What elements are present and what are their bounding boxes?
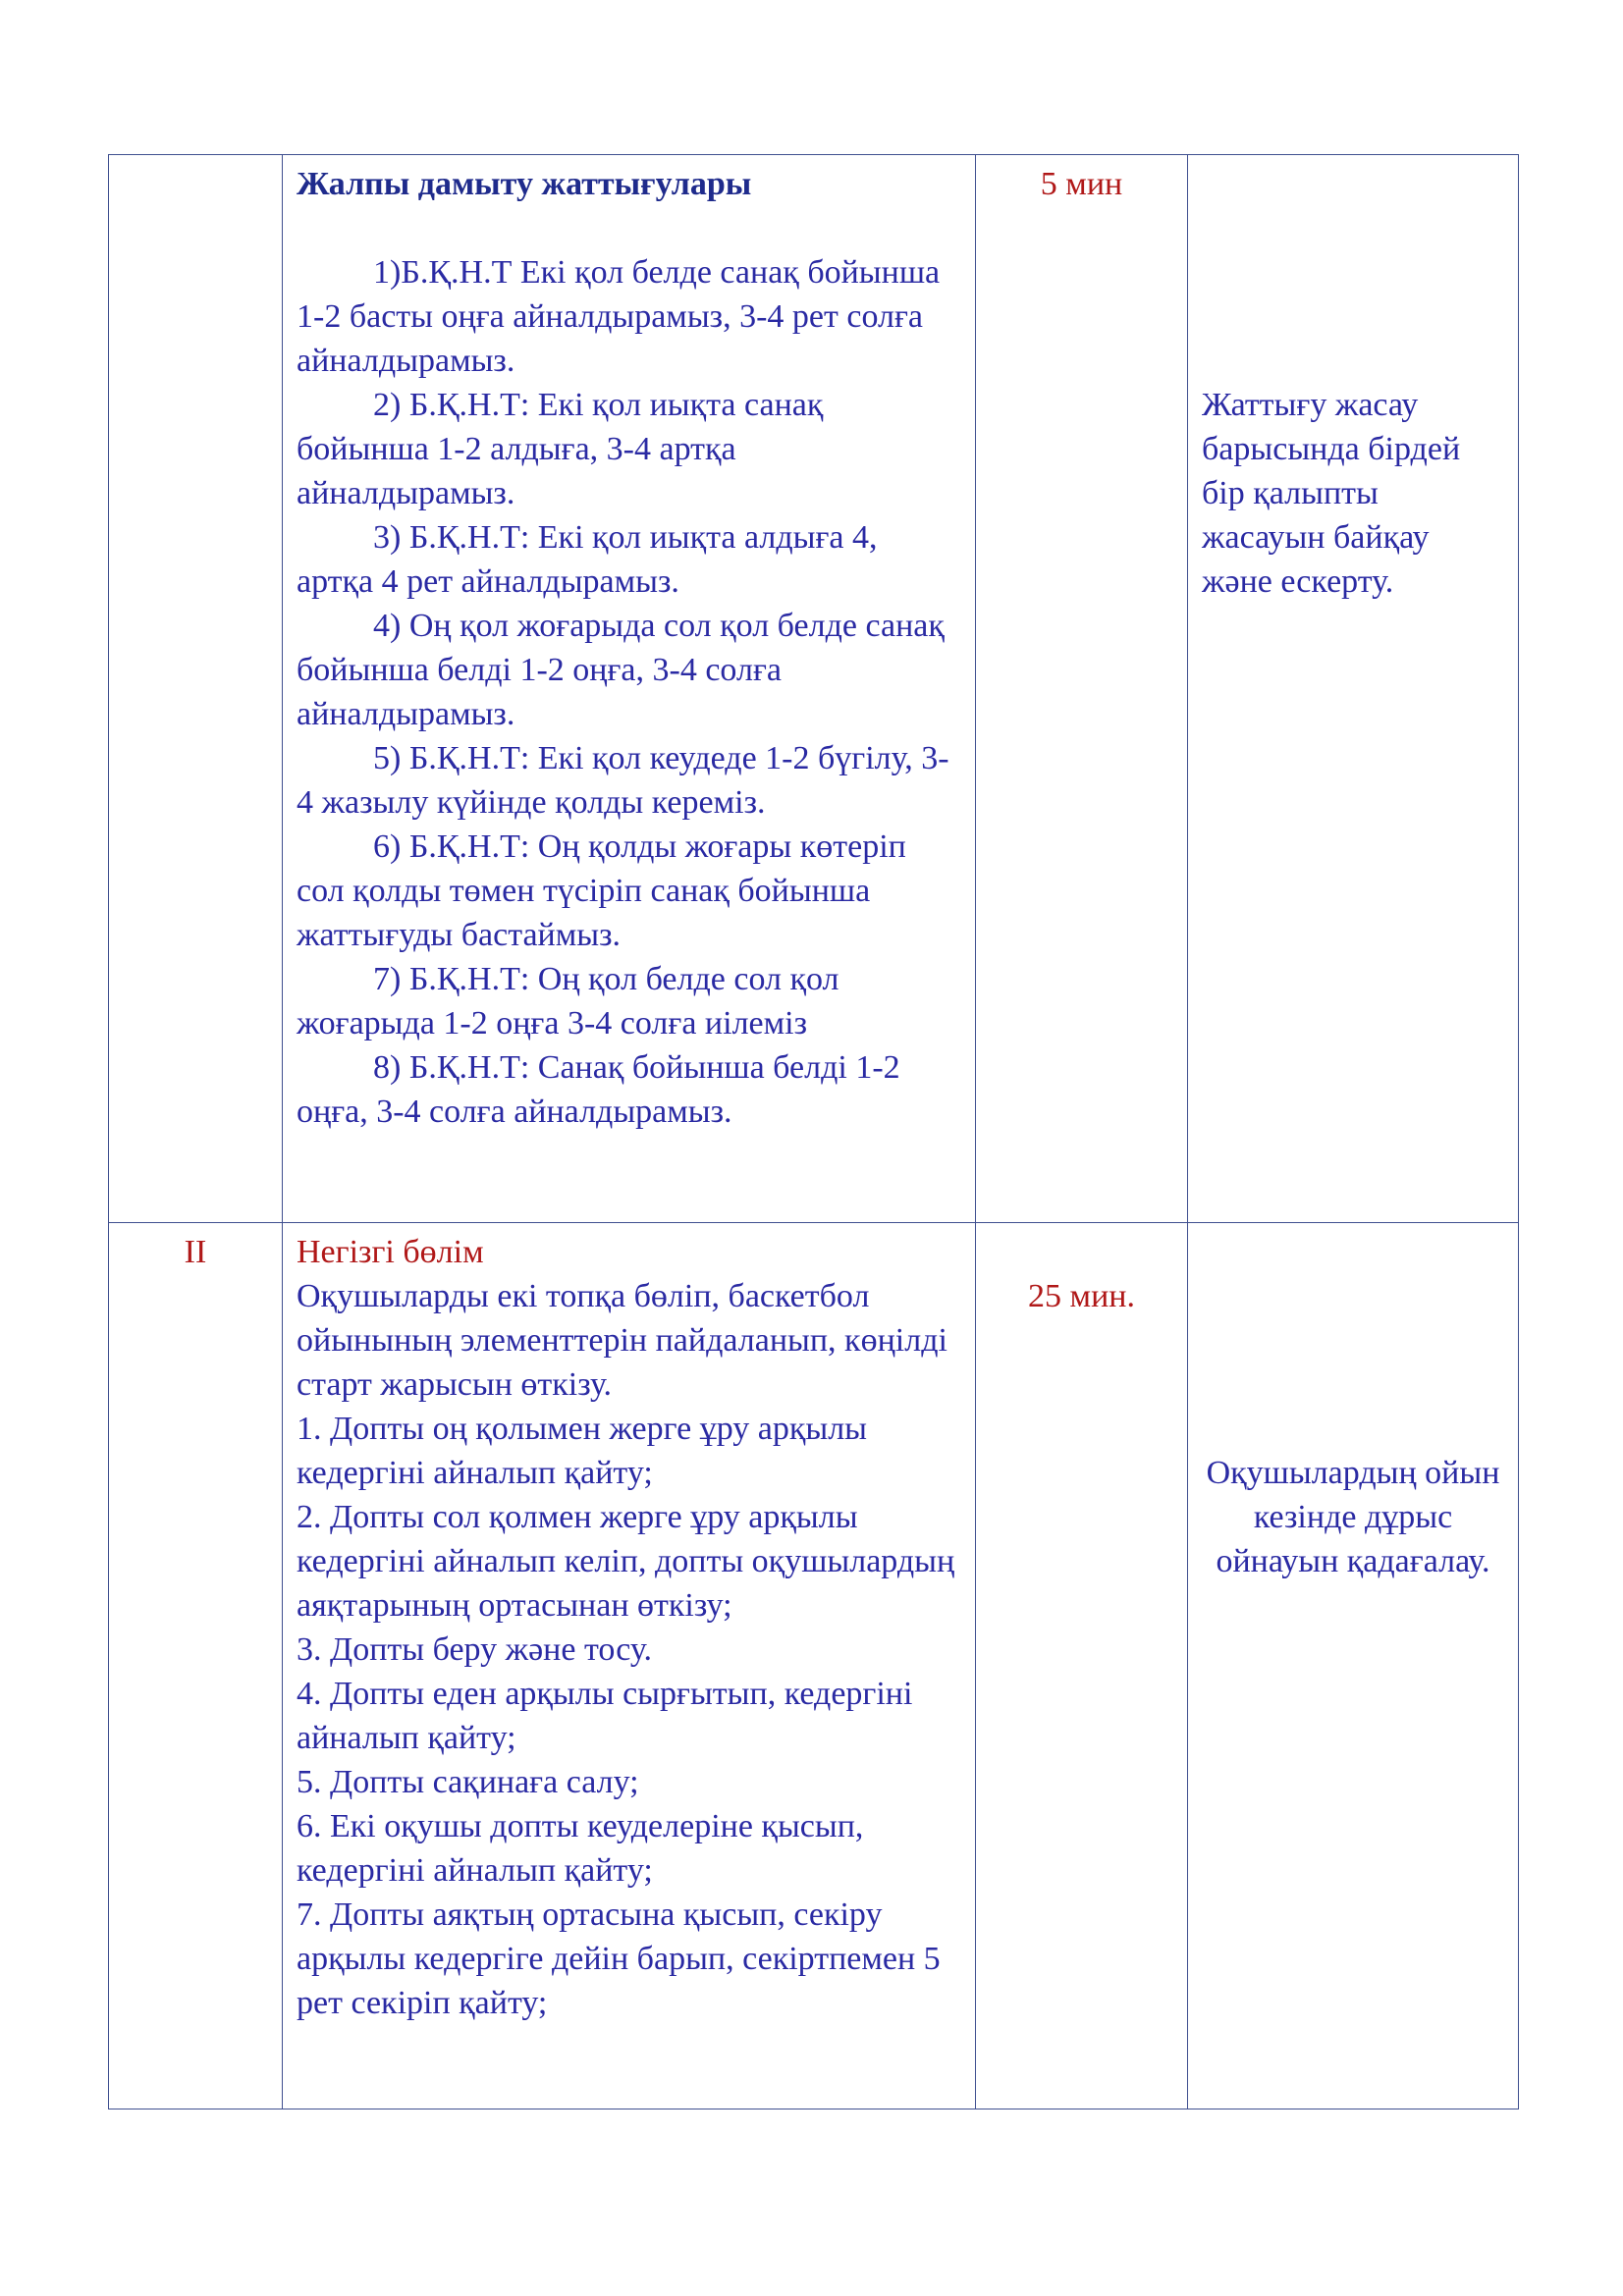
note-text: Оқушылардың ойын кезінде дұрыс ойнауын қадағалау.: [1206, 1455, 1500, 1579]
list-item: 3. Допты беру және тосу.: [297, 1631, 652, 1668]
list-item: 5) Б.Қ.Н.Т: Екі қол кеудеде 1-2 бүгілу, 3-4 жазылу күйінде қолды кереміз.: [297, 740, 949, 821]
note-cell: [1188, 155, 1519, 1223]
list-item: 7. Допты аяқтың ортасына қысып, секіру арқылы кедергіге дейін барып, секіртпемен 5 рет секіріп қайту;: [297, 1896, 941, 2021]
list-item: 8) Б.Қ.Н.Т: Санақ бойынша белді 1-2 оңға, 3-4 солға айналдырамыз.: [297, 1049, 900, 1130]
list-item: 4) Оң қол жоғарыда сол қол белде санақ бойынша белді 1-2 оңға, 3-4 солға айналдырамыз.: [297, 608, 945, 732]
duration-cell: 25 мин.: [976, 1223, 1188, 2109]
list-item: 6) Б.Қ.Н.Т: Оң қолды жоғары көтеріп сол қолды төмен түсіріп санақ бойынша жаттығуды бастаймыз.: [297, 828, 906, 953]
spacer: [297, 206, 961, 250]
section-title: Жалпы дамыту жаттығулары: [297, 166, 752, 202]
lesson-plan-table: [108, 154, 1519, 2109]
duration-cell: 5 мин: [976, 155, 1188, 1223]
table-row-warmup: [109, 155, 1519, 1223]
list-item: 3) Б.Қ.Н.Т: Екі қол иықта алдыға 4, артқа 4 рет айналдырамыз.: [297, 519, 878, 600]
note-cell: [1188, 1223, 1519, 2109]
list-item: 6. Екі оқушы допты кеуделеріне қысып, кедергіні айналып қайту;: [297, 1808, 864, 1889]
list-item: 2) Б.Қ.Н.Т: Екі қол иықта санақ бойынша 1-2 алдыға, 3-4 артқа айналдырамыз.: [297, 387, 824, 511]
list-item: 2. Допты сол қолмен жерге ұру арқылы кедергіні айналып келіп, допты оқушылардың аяқтарының ортасынан өткізу;: [297, 1499, 955, 1624]
list-item: 7) Б.Қ.Н.Т: Оң қол белде сол қол жоғарыда 1-2 оңға 3-4 солға иілеміз: [297, 961, 839, 1041]
list-item: 1. Допты оң қолымен жерге ұру арқылы кедергіні айналып қайту;: [297, 1411, 868, 1491]
list-item: 5. Допты сақинаға салу;: [297, 1764, 639, 1800]
note-text: Жаттығу жасау барысында бірдей бір қалыпты жасауын байқау және ескерту.: [1202, 387, 1461, 600]
list-item: 4. Допты еден арқылы сырғытып, кедергіні айналып қайту;: [297, 1676, 913, 1756]
stage-number-cell: II: [109, 1223, 283, 2109]
section-title: Негізгі бөлім: [297, 1234, 484, 1270]
content-cell: [283, 155, 976, 1223]
content-cell: [283, 1223, 976, 2109]
intro-text: Оқушыларды екі топқа бөліп, баскетбол ойынының элементтерін пайдаланып, көңілді старт жарысын өткізу.: [297, 1278, 947, 1403]
list-item: 1)Б.Қ.Н.Т Екі қол белде санақ бойынша 1-2 басты оңға айналдырамыз, 3-4 рет солға айналдырамыз.: [297, 254, 941, 379]
table-row-main-part: [109, 1223, 1519, 2109]
stage-number-cell: [109, 155, 283, 1223]
